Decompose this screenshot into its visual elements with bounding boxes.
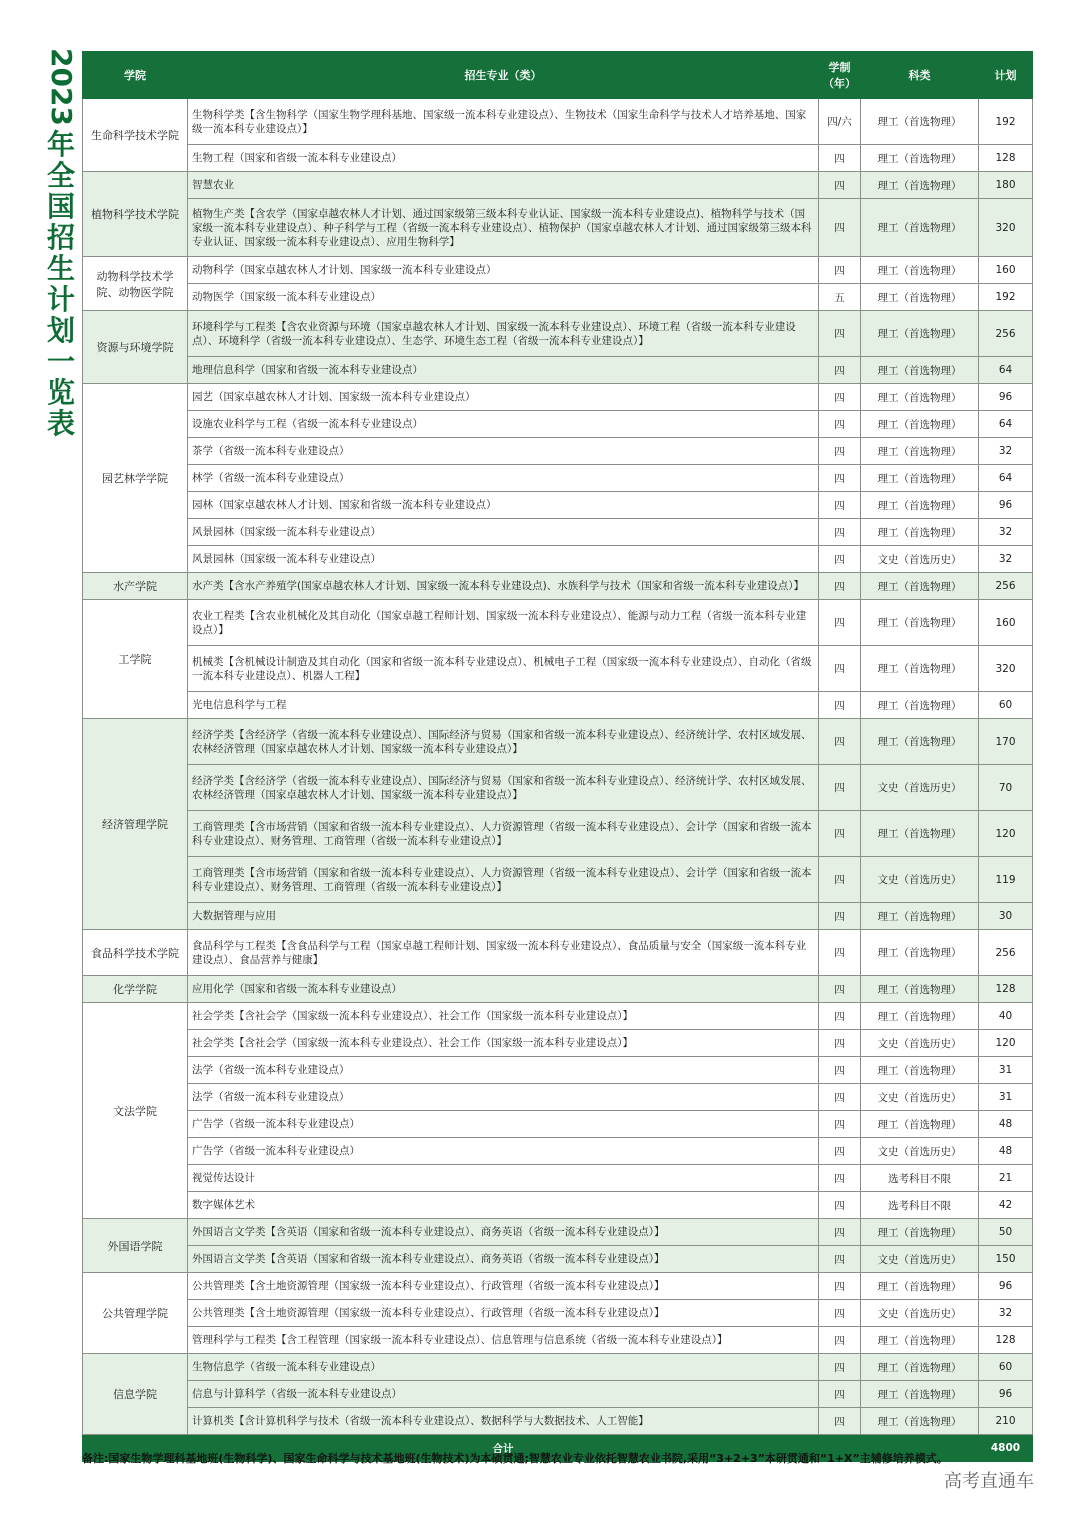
type-cell: 理工（首选物理） [861,357,979,384]
duration-cell: 四 [819,765,861,811]
major-cell: 计算机类【含计算机科学与技术（省级一流本科专业建设点）、数据科学与大数据技术、人工智能】 [188,1408,819,1435]
duration-cell: 四 [819,1030,861,1057]
major-cell: 动物科学（国家卓越农林人才计划、国家级一流本科专业建设点） [188,257,819,284]
major-cell: 经济学类【含经济学（省级一流本科专业建设点）、国际经济与贸易（国家和省级一流本科专业建设点）、经济统计学、农村区域发展、农林经济管理（国家卓越农林人才计划、国家级一流本科专业建设点）】 [188,719,819,765]
table-row [83,492,1033,519]
quota-cell: 128 [979,976,1033,1003]
title-char: 全 [46,158,75,192]
title-char: 国 [46,189,75,223]
quota-cell: 120 [979,1030,1033,1057]
type-cell: 理工（首选物理） [861,145,979,172]
college-cell: 动物科学技术学院、动物医学院 [83,257,188,311]
type-cell: 理工（首选物理） [861,976,979,1003]
quota-cell: 32 [979,438,1033,465]
quota-cell: 60 [979,692,1033,719]
type-cell: 理工（首选物理） [861,172,979,199]
duration-cell: 四 [819,1084,861,1111]
type-cell: 理工（首选物理） [861,930,979,976]
quota-cell: 192 [979,284,1033,311]
type-cell: 理工（首选物理） [861,811,979,857]
title-text [47,129,75,439]
duration-cell: 四 [819,930,861,976]
header-major: 招生专业（类） [188,52,819,99]
type-cell: 理工（首选物理） [861,719,979,765]
header-college: 学院 [83,52,188,99]
table-row [83,1273,1033,1300]
major-cell: 农业工程类【含农业机械化及其自动化（国家卓越工程师计划、国家级一流本科专业建设点）、能源与动力工程（省级一流本科专业建设点）】 [188,600,819,646]
quota-cell: 128 [979,145,1033,172]
table-row [83,600,1033,646]
type-cell: 理工（首选物理） [861,600,979,646]
duration-cell: 四 [819,145,861,172]
duration-cell: 四 [819,1111,861,1138]
quota-cell: 160 [979,257,1033,284]
duration-cell: 四 [819,1327,861,1354]
table-row [83,1057,1033,1084]
type-cell: 理工（首选物理） [861,465,979,492]
table-row [83,1408,1033,1435]
title-char: 一 [46,344,75,378]
type-cell: 理工（首选物理） [861,257,979,284]
type-cell: 理工（首选物理） [861,311,979,357]
table-row [83,1381,1033,1408]
table-row [83,976,1033,1003]
duration-cell: 四 [819,692,861,719]
college-cell: 植物科学技术学院 [83,172,188,257]
table-row [83,465,1033,492]
college-cell: 水产学院 [83,573,188,600]
duration-cell: 四 [819,719,861,765]
type-cell: 文史（首选历史） [861,546,979,573]
quota-cell: 32 [979,546,1033,573]
duration-cell: 四 [819,903,861,930]
duration-cell: 四 [819,357,861,384]
type-cell: 文史（首选历史） [861,1300,979,1327]
college-cell: 食品科学技术学院 [83,930,188,976]
table-row [83,719,1033,765]
major-cell: 外国语言文学类【含英语（国家和省级一流本科专业建设点）、商务英语（省级一流本科专业建设点）】 [188,1219,819,1246]
table-row [83,646,1033,692]
type-cell: 选考科目不限 [861,1165,979,1192]
title-char: 划 [46,313,75,347]
table-row [83,1030,1033,1057]
type-cell: 理工（首选物理） [861,1327,979,1354]
duration-cell: 四 [819,1003,861,1030]
quota-cell: 180 [979,172,1033,199]
college-cell: 公共管理学院 [83,1273,188,1354]
type-cell: 理工（首选物理） [861,646,979,692]
major-cell: 生物工程（国家和省级一流本科专业建设点） [188,145,819,172]
college-cell: 资源与环境学院 [83,311,188,384]
header-type: 科类 [861,52,979,99]
quota-cell: 119 [979,857,1033,903]
college-cell: 经济管理学院 [83,719,188,930]
quota-cell: 320 [979,199,1033,257]
header-duration: 学制（年） [819,52,861,99]
quota-cell: 96 [979,1381,1033,1408]
type-cell: 理工（首选物理） [861,199,979,257]
type-cell: 理工（首选物理） [861,492,979,519]
major-cell: 社会学类【含社会学（国家级一流本科专业建设点）、社会工作（国家级一流本科专业建设点）】 [188,1030,819,1057]
quota-cell: 50 [979,1219,1033,1246]
table-row [83,1327,1033,1354]
type-cell: 理工（首选物理） [861,1057,979,1084]
major-cell: 动物医学（国家级一流本科专业建设点） [188,284,819,311]
college-cell: 化学学院 [83,976,188,1003]
major-cell: 外国语言文学类【含英语（国家和省级一流本科专业建设点）、商务英语（省级一流本科专业建设点）】 [188,1246,819,1273]
quota-cell: 60 [979,1354,1033,1381]
major-cell: 经济学类【含经济学（省级一流本科专业建设点）、国际经济与贸易（国家和省级一流本科专业建设点）、经济统计学、农村区域发展、农林经济管理（国家卓越农林人才计划、国家级一流本科专业建设点）】 [188,765,819,811]
major-cell: 视觉传达设计 [188,1165,819,1192]
table-row [83,692,1033,719]
type-cell: 理工（首选物理） [861,519,979,546]
major-cell: 数字媒体艺术 [188,1192,819,1219]
duration-cell: 四 [819,573,861,600]
quota-cell: 42 [979,1192,1033,1219]
table-row [83,1084,1033,1111]
type-cell: 理工（首选物理） [861,573,979,600]
table-row [83,546,1033,573]
quota-cell: 30 [979,903,1033,930]
title-char: 表 [46,406,75,440]
type-cell: 理工（首选物理） [861,1219,979,1246]
quota-cell: 256 [979,311,1033,357]
quota-cell: 64 [979,411,1033,438]
duration-cell: 四 [819,1354,861,1381]
college-cell: 信息学院 [83,1354,188,1435]
duration-cell: 四 [819,257,861,284]
type-cell: 文史（首选历史） [861,857,979,903]
quota-cell: 32 [979,519,1033,546]
type-cell: 文史（首选历史） [861,1138,979,1165]
table-row [83,257,1033,284]
type-cell: 理工（首选物理） [861,1111,979,1138]
major-cell: 工商管理类【含市场营销（国家和省级一流本科专业建设点）、人力资源管理（省级一流本科专业建设点）、会计学（国家和省级一流本科专业建设点）、财务管理、工商管理（省级一流本科专业建设点）】 [188,857,819,903]
college-cell: 文法学院 [83,1003,188,1219]
major-cell: 林学（省级一流本科专业建设点） [188,465,819,492]
major-cell: 应用化学（国家和省级一流本科专业建设点） [188,976,819,1003]
quota-cell: 256 [979,573,1033,600]
duration-cell: 四 [819,857,861,903]
major-cell: 智慧农业 [188,172,819,199]
type-cell: 理工（首选物理） [861,1003,979,1030]
quota-cell: 256 [979,930,1033,976]
table-row [83,1165,1033,1192]
quota-cell: 48 [979,1111,1033,1138]
quota-cell: 210 [979,1408,1033,1435]
quota-cell: 64 [979,465,1033,492]
duration-cell: 四 [819,1138,861,1165]
college-cell: 园艺林学学院 [83,384,188,573]
quota-cell: 31 [979,1057,1033,1084]
table-row [83,1354,1033,1381]
quota-cell: 31 [979,1084,1033,1111]
major-cell: 园艺（国家卓越农林人才计划、国家级一流本科专业建设点） [188,384,819,411]
major-cell: 光电信息科学与工程 [188,692,819,719]
duration-cell: 四 [819,199,861,257]
major-cell: 植物生产类【含农学（国家卓越农林人才计划、通过国家级第三级本科专业认证、国家级一流本科专业建设点)、植物科学与技术（国家级一流本科专业建设点）、种子科学与工程（省级一流本科专业建设点）、植物保护（国家卓越农林人才计划、通过国家级第三级本科专业认证、国家级一流本科专业建设点）、应用生物科学】 [188,199,819,257]
title-char: 年 [46,127,75,161]
duration-cell: 四 [819,311,861,357]
title-char: 招 [46,220,75,254]
duration-cell: 四 [819,976,861,1003]
major-cell: 风景园林（国家级一流本科专业建设点） [188,519,819,546]
duration-cell: 四 [819,465,861,492]
duration-cell: 四 [819,492,861,519]
table-row [83,438,1033,465]
quota-cell: 96 [979,1273,1033,1300]
major-cell: 公共管理类【含土地资源管理（国家级一流本科专业建设点）、行政管理（省级一流本科专业建设点）】 [188,1273,819,1300]
major-cell: 法学（省级一流本科专业建设点） [188,1084,819,1111]
enrollment-table [82,51,1033,1462]
type-cell: 理工（首选物理） [861,438,979,465]
college-cell: 外国语学院 [83,1219,188,1273]
college-cell: 生命科学技术学院 [83,99,188,172]
quota-cell: 40 [979,1003,1033,1030]
duration-cell: 四 [819,1165,861,1192]
quota-cell: 96 [979,384,1033,411]
type-cell: 理工（首选物理） [861,284,979,311]
type-cell: 理工（首选物理） [861,1273,979,1300]
major-cell: 环境科学与工程类【含农业资源与环境（国家卓越农林人才计划、国家级一流本科专业建设点）、环境工程（省级一流本科专业建设点）、环境科学（省级一流本科专业建设点）、生态学、环境生态工程（省级一流本科专业建设点）】 [188,311,819,357]
table-row [83,811,1033,857]
quota-cell: 320 [979,646,1033,692]
major-cell: 社会学类【含社会学（国家级一流本科专业建设点）、社会工作（国家级一流本科专业建设点）】 [188,1003,819,1030]
duration-cell: 四/六 [819,99,861,145]
footnote: 备注:国家生物学理科基地班(生物科学)、国家生命科学与技术基地班(生物技术)为本硕贯通;智慧农业专业依托智慧农业书院,采用“3+2+3”本研贯通和“1+X”主辅修培养模式。 [82,1452,948,1465]
major-cell: 管理科学与工程类【含工程管理（国家级一流本科专业建设点）、信息管理与信息系统（省级一流本科专业建设点）】 [188,1327,819,1354]
major-cell: 园林（国家卓越农林人才计划、国家和省级一流本科专业建设点） [188,492,819,519]
duration-cell: 四 [819,546,861,573]
type-cell: 文史（首选历史） [861,1246,979,1273]
table-row [83,284,1033,311]
duration-cell: 四 [819,519,861,546]
quota-cell: 192 [979,99,1033,145]
quota-cell: 170 [979,719,1033,765]
watermark: 高考直通车 [944,1471,1034,1492]
total-label: 合计 [188,1435,819,1462]
duration-cell: 五 [819,284,861,311]
major-cell: 信息与计算科学（省级一流本科专业建设点） [188,1381,819,1408]
type-cell: 理工（首选物理） [861,1354,979,1381]
major-cell: 工商管理类【含市场营销（国家和省级一流本科专业建设点）、人力资源管理（省级一流本科专业建设点）、会计学（国家和省级一流本科专业建设点）、财务管理、工商管理（省级一流本科专业建设点）】 [188,811,819,857]
major-cell: 生物科学类【含生物科学（国家生物学理科基地、国家级一流本科专业建设点）、生物技术（国家生命科学与技术人才培养基地、国家级一流本科专业建设点）】 [188,99,819,145]
table-row [83,857,1033,903]
college-cell: 工学院 [83,600,188,719]
duration-cell: 四 [819,1300,861,1327]
table-row [83,311,1033,357]
page-title [38,48,84,439]
major-cell: 生物信息学（省级一流本科专业建设点） [188,1354,819,1381]
table-row [83,573,1033,600]
header-quota: 计划 [979,52,1033,99]
duration-cell: 四 [819,1057,861,1084]
major-cell: 大数据管理与应用 [188,903,819,930]
major-cell: 公共管理类【含土地资源管理（国家级一流本科专业建设点）、行政管理（省级一流本科专业建设点）】 [188,1300,819,1327]
table-row [83,199,1033,257]
major-cell: 茶学（省级一流本科专业建设点） [188,438,819,465]
title-char: 生 [46,251,75,285]
duration-cell: 四 [819,172,861,199]
type-cell: 理工（首选物理） [861,692,979,719]
table-row [83,99,1033,145]
quota-cell: 128 [979,1327,1033,1354]
table-row [83,1219,1033,1246]
major-cell: 法学（省级一流本科专业建设点） [188,1057,819,1084]
type-cell: 理工（首选物理） [861,1381,979,1408]
duration-cell: 四 [819,1192,861,1219]
duration-cell: 四 [819,438,861,465]
table-row [83,1300,1033,1327]
table-header [83,52,1033,99]
title-char: 计 [46,282,75,316]
type-cell: 理工（首选物理） [861,1408,979,1435]
table-row [83,765,1033,811]
duration-cell: 四 [819,1408,861,1435]
quota-cell: 96 [979,492,1033,519]
major-cell: 食品科学与工程类【含食品科学与工程（国家卓越工程师计划、国家级一流本科专业建设点）、食品质量与安全（国家级一流本科专业建设点）、食品营养与健康】 [188,930,819,976]
duration-cell: 四 [819,1246,861,1273]
duration-cell: 四 [819,600,861,646]
major-cell: 地理信息科学（国家和省级一流本科专业建设点） [188,357,819,384]
type-cell: 理工（首选物理） [861,411,979,438]
table-row [83,357,1033,384]
table-row [83,172,1033,199]
quota-cell: 150 [979,1246,1033,1273]
major-cell: 设施农业科学与工程（省级一流本科专业建设点） [188,411,819,438]
major-cell: 广告学（省级一流本科专业建设点） [188,1111,819,1138]
type-cell: 文史（首选历史） [861,1084,979,1111]
type-cell: 理工（首选物理） [861,99,979,145]
table-row [83,1111,1033,1138]
table-row [83,519,1033,546]
quota-cell: 70 [979,765,1033,811]
duration-cell: 四 [819,811,861,857]
type-cell: 文史（首选历史） [861,765,979,811]
quota-cell: 160 [979,600,1033,646]
type-cell: 文史（首选历史） [861,1030,979,1057]
table-row [83,1003,1033,1030]
table-row [83,1246,1033,1273]
table-row [83,903,1033,930]
table-row [83,1138,1033,1165]
type-cell: 理工（首选物理） [861,384,979,411]
duration-cell: 四 [819,1219,861,1246]
title-year: 2023 [45,48,78,126]
quota-cell: 32 [979,1300,1033,1327]
duration-cell: 四 [819,1273,861,1300]
table-row [83,930,1033,976]
major-cell: 机械类【含机械设计制造及其自动化（国家和省级一流本科专业建设点）、机械电子工程（国家级一流本科专业建设点）、自动化（省级一流本科专业建设点）、机器人工程】 [188,646,819,692]
table-row [83,145,1033,172]
major-cell: 风景园林（国家级一流本科专业建设点） [188,546,819,573]
table-row [83,411,1033,438]
major-cell: 广告学（省级一流本科专业建设点） [188,1138,819,1165]
quota-cell: 64 [979,357,1033,384]
quota-cell: 48 [979,1138,1033,1165]
quota-cell: 21 [979,1165,1033,1192]
duration-cell: 四 [819,1381,861,1408]
type-cell: 选考科目不限 [861,1192,979,1219]
table-row [83,384,1033,411]
table-row [83,1192,1033,1219]
duration-cell: 四 [819,384,861,411]
duration-cell: 四 [819,411,861,438]
duration-cell: 四 [819,646,861,692]
quota-cell: 120 [979,811,1033,857]
title-char: 览 [46,375,75,409]
total-value: 4800 [979,1435,1033,1462]
type-cell: 理工（首选物理） [861,903,979,930]
major-cell: 水产类【含水产养殖学(国家卓越农林人才计划、国家级一流本科专业建设点)、水族科学与技术（国家和省级一流本科专业建设点）】 [188,573,819,600]
